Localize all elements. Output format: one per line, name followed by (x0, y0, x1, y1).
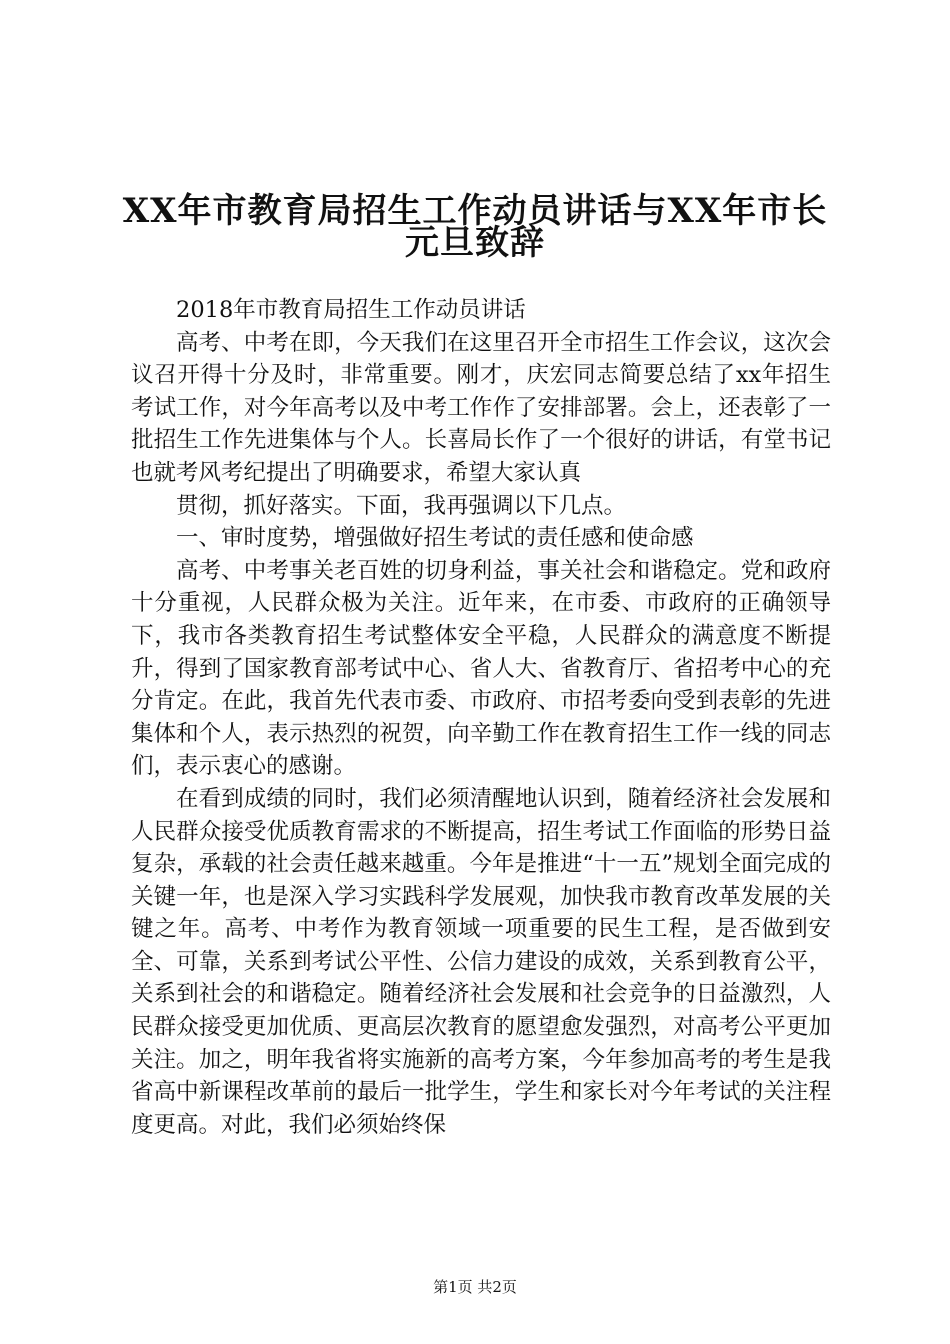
document-title-line1: XX年市教育局招生工作动员讲话与XX年市长 (122, 191, 828, 231)
paragraph-subtitle: 2018年市教育局招生工作动员讲话 (176, 297, 526, 323)
paragraph: 高考、中考在即，今天我们在这里召开全市招生工作会议，这次会议召开得十分及时，非常重要。刚才，庆宏同志简要总结了xx年招生考试工作，对今年高考以及中考工作作了安排部署。会上，还表彰了一批招生工作先进集体与个人。长喜局长作了一个很好的讲话，有堂书记也就考风考纪提出了明确要求，希望大家认真 (131, 329, 831, 486)
page-number-footer: 第1页 共2页 (433, 1278, 517, 1296)
paragraph: 高考、中考事关老百姓的切身利益，事关社会和谐稳定。党和政府十分重视，人民群众极为关注。近年来，在市委、市政府的正确领导下，我市各类教育招生考试整体安全平稳，人民群众的满意度不断提升，得到了国家教育部考试中心、省人大、省教育厅、省招考中心的充分肯定。在此，我首先代表市委、市政府、市招考委向受到表彰的先进集体和个人，表示热烈的祝贺，向辛勤工作在教育招生工作一线的同志们，表示衷心的感谢。 (131, 557, 831, 780)
paragraph: 贯彻，抓好落实。下面，我再强调以下几点。 (176, 492, 627, 519)
document-title-line2: 元旦致辞 (405, 223, 545, 263)
section-heading: 一、审时度势，增强做好招生考试的责任感和使命感 (176, 525, 694, 552)
paragraph: 在看到成绩的同时，我们必须清醒地认识到，随着经济社会发展和人民群众接受优质教育需求的不断提高，招生考试工作面临的形势日益复杂，承载的社会责任越来越重。今年是推进“十一五”规划全面完成的关键一年，也是深入学习实践科学发展观，加快我市教育改革发展的关键之年。高考、中考作为教育领域一项重要的民生工程，是否做到安全、可靠，关系到考试公平性、公信力建设的成效，关系到教育公平，关系到社会的和谐稳定。随着经济社会发展和社会竞争的日益激烈，人民群众接受更加优质、更高层次教育的愿望愈发强烈，对高考公平更加关注。加之，明年我省将实施新的高考方案，今年参加高考的考生是我省高中新课程改革前的最后一批学生，学生和家长对今年考试的关注程度更高。对此，我们必须始终保 (131, 785, 831, 1138)
document-body (131, 294, 831, 1141)
